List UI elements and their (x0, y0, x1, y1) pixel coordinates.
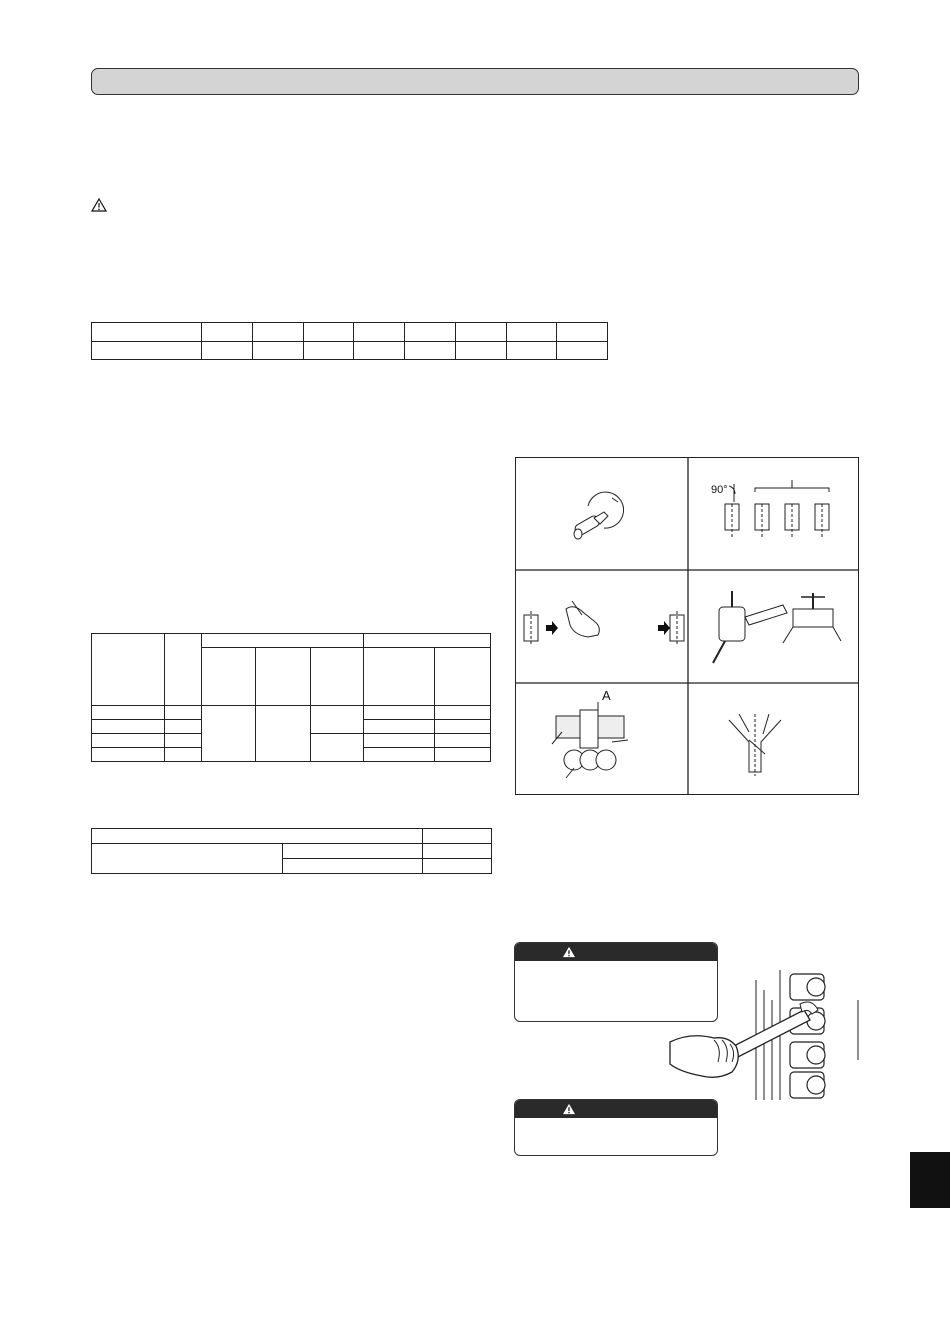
flare-tool-illustration (689, 571, 860, 683)
arrow-right-icon (658, 621, 670, 635)
pipe-cutter-illustration (516, 458, 688, 570)
figure-cell-flare-dimension (516, 684, 688, 796)
table-row (92, 705, 491, 719)
torque-table (91, 828, 492, 874)
caution-header (515, 943, 717, 961)
caution-triangle-icon (562, 1103, 576, 1115)
wrench-tightening-illustration (660, 960, 860, 1105)
warning-triangle-icon (91, 198, 107, 212)
figure-cell-flared-end (689, 684, 860, 796)
figure-cell-cut-pipe (516, 458, 688, 570)
caution-box-lower (514, 1099, 718, 1156)
pipe-size-table (91, 322, 608, 360)
cut-angle-illustration (689, 458, 860, 570)
arrow-right-icon (546, 621, 558, 635)
figure-cell-deburr (516, 571, 688, 683)
figure-cell-cut-angle (689, 458, 860, 570)
figure-cell-flare-tool (689, 571, 860, 683)
table-row (92, 844, 492, 859)
table-row (92, 634, 491, 648)
flared-end-illustration (689, 684, 860, 796)
section-tab-marker (910, 1152, 950, 1208)
section-header-bar (91, 68, 859, 95)
flare-procedure-figure (515, 457, 859, 795)
table-row (92, 323, 608, 342)
dimension-a-label: A (602, 688, 611, 703)
caution-triangle-icon (562, 946, 576, 958)
angle-label: 90° (711, 484, 728, 496)
table-row (92, 829, 492, 844)
deburr-illustration (516, 571, 688, 683)
table-row (92, 341, 608, 360)
flare-spec-table (91, 633, 491, 762)
